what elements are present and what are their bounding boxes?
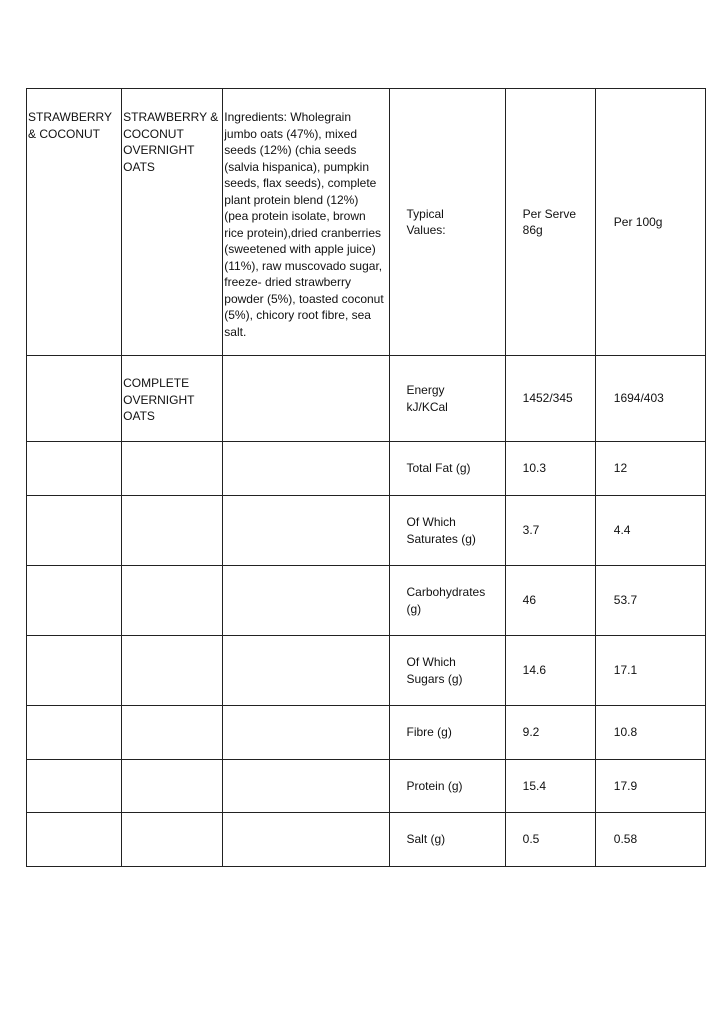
table-row — [27, 442, 706, 496]
nutrient-label: Carbohydrates (g) — [389, 566, 505, 636]
table-row — [27, 813, 706, 867]
table-row — [27, 496, 706, 566]
per-serve-value: 10.3 — [505, 442, 595, 496]
nutrient-label: Fibre (g) — [389, 706, 505, 760]
empty-cell — [27, 496, 122, 566]
empty-cell — [122, 566, 223, 636]
empty-cell — [27, 636, 122, 706]
per-100g-value: 17.1 — [595, 636, 705, 706]
empty-cell — [122, 636, 223, 706]
per-serve-value: 14.6 — [505, 636, 595, 706]
empty-cell — [122, 706, 223, 760]
per-serve-value: 46 — [505, 566, 595, 636]
empty-cell — [223, 442, 389, 496]
empty-cell — [122, 813, 223, 867]
per-serve-value: 0.5 — [505, 813, 595, 867]
nutrition-table — [26, 88, 706, 867]
nutrient-label: Energy kJ/KCal — [389, 356, 505, 442]
per-serve-value: 9.2 — [505, 706, 595, 760]
empty-cell — [122, 496, 223, 566]
empty-cell — [223, 813, 389, 867]
empty-cell — [122, 442, 223, 496]
per-100g-header: Per 100g — [595, 89, 705, 356]
empty-cell — [223, 496, 389, 566]
empty-cell — [122, 760, 223, 813]
per-serve-header: Per Serve 86g — [505, 89, 595, 356]
typical-values-header: Typical Values: — [389, 89, 505, 356]
nutrient-label: Of Which Sugars (g) — [389, 636, 505, 706]
empty-cell — [223, 566, 389, 636]
nutrient-label: Total Fat (g) — [389, 442, 505, 496]
per-100g-value: 4.4 — [595, 496, 705, 566]
empty-cell — [27, 813, 122, 867]
per-100g-value: 1694/403 — [595, 356, 705, 442]
table-row — [27, 760, 706, 813]
header-row — [27, 89, 706, 356]
per-100g-value: 12 — [595, 442, 705, 496]
table-row — [27, 356, 706, 442]
empty-cell — [223, 636, 389, 706]
empty-cell — [223, 356, 389, 442]
per-serve-value: 15.4 — [505, 760, 595, 813]
empty-cell — [27, 356, 122, 442]
product-name-cell: STRAWBERRY & COCONUT OVERNIGHT OATS — [122, 89, 223, 356]
empty-cell — [27, 706, 122, 760]
empty-cell — [27, 760, 122, 813]
range-name-cell: COMPLETE OVERNIGHT OATS — [122, 356, 223, 442]
table-row — [27, 636, 706, 706]
nutrient-label: Protein (g) — [389, 760, 505, 813]
nutrient-label: Of Which Saturates (g) — [389, 496, 505, 566]
nutrient-label: Salt (g) — [389, 813, 505, 867]
per-serve-value: 1452/345 — [505, 356, 595, 442]
empty-cell — [27, 442, 122, 496]
flavour-cell: STRAWBERRY & COCONUT — [27, 89, 122, 356]
empty-cell — [223, 706, 389, 760]
table-row — [27, 566, 706, 636]
empty-cell — [27, 566, 122, 636]
ingredients-cell: Ingredients: Wholegrain jumbo oats (47%), mixed seeds (12%) (chia seeds (salvia hispanica), pumpkin seeds, flax seeds), complete plant protein blend (12%) (pea protein isolate, brown rice protein),dried cranberries (sweetened with apple juice) (11%), raw muscovado sugar, freeze- dried strawberry powder (5%), toasted coconut (5%), chicory root fibre, sea salt. — [223, 89, 389, 356]
per-serve-value: 3.7 — [505, 496, 595, 566]
empty-cell — [223, 760, 389, 813]
table-row — [27, 706, 706, 760]
per-100g-value: 53.7 — [595, 566, 705, 636]
per-100g-value: 0.58 — [595, 813, 705, 867]
per-100g-value: 10.8 — [595, 706, 705, 760]
per-100g-value: 17.9 — [595, 760, 705, 813]
